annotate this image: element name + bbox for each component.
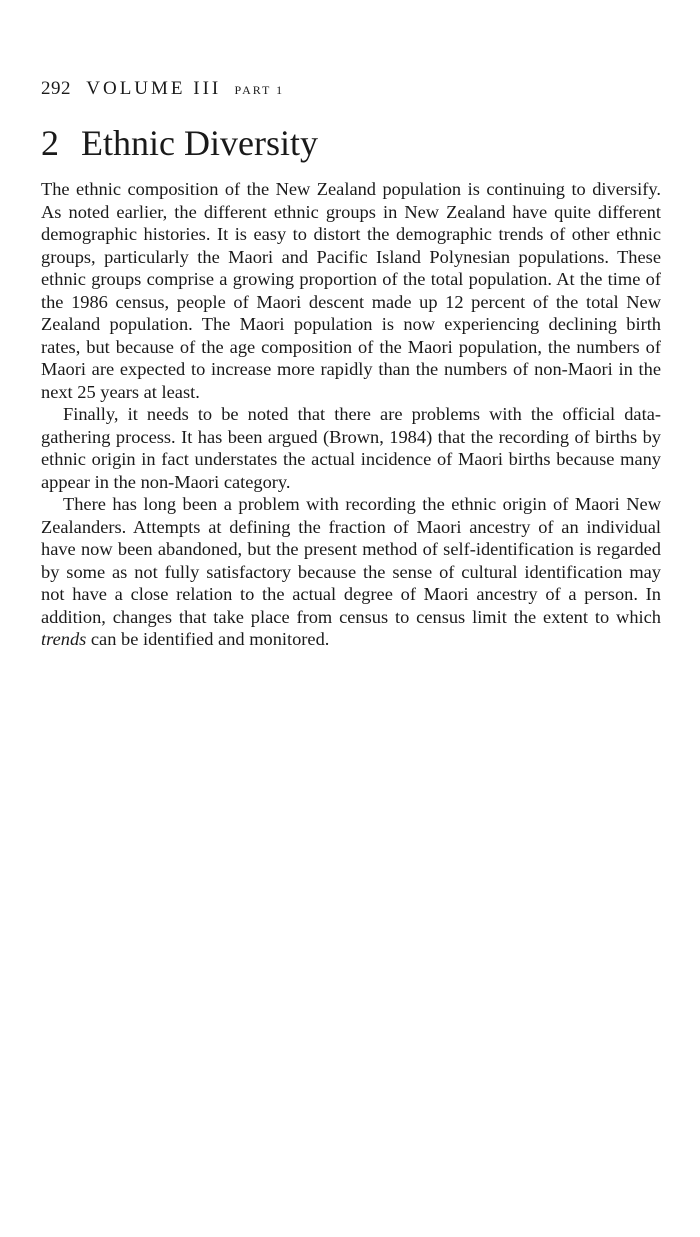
paragraph-1: The ethnic composition of the New Zealand population is continuing to diversify. As noted earlier, the different ethnic groups in New Zealand have quite different demographic histories. It is easy to distort the demographic trends of other ethnic groups, particularly the Maori and Pacific Island Polynesian populations. These ethnic groups comprise a growing proportion of the total population. At the time of the 1986 census, people of Maori descent made up 12 percent of the total New Zealand population. The Maori population is now experiencing declining birth rates, but because of the age composition of the Maori population, the numbers of Maori are expected to increase more rapidly than the numbers of non-Maori in the next 25 years at least. — [41, 179, 661, 402]
running-header — [41, 78, 284, 100]
page-number: 292 — [41, 78, 71, 99]
chapter-title: Ethnic Diversity — [81, 123, 318, 163]
paragraph-3 — [41, 493, 661, 651]
volume-label: VOLUME III — [86, 78, 222, 99]
chapter-heading — [41, 122, 318, 164]
paragraph-3-text-before: There has long been a problem with recording the ethnic origin of Maori New Zealanders. Attempts at defining the fraction of Maori ancestry of an individual have now been abandoned, but the present method of self-identification is regarded by some as not fully satisfactory because the sense of cultural identification may not have a close relation to the actual degree of Maori ancestry of a person. In addition, changes that take place from census to census limit the extent to which — [41, 494, 661, 627]
emphasis-trends: trends — [41, 629, 87, 649]
chapter-number: 2 — [41, 123, 59, 163]
part-label: PART 1 — [234, 83, 285, 97]
body-text — [41, 178, 661, 651]
paragraph-3-text-after: can be identified and monitored. — [86, 629, 330, 649]
paragraph-2: Finally, it needs to be noted that there are problems with the official data-gathering process. It has been argued (Brown, 1984) that the recording of births by ethnic origin in fact understates the actual incidence of Maori births because many appear in the non-Maori category. — [41, 404, 661, 492]
